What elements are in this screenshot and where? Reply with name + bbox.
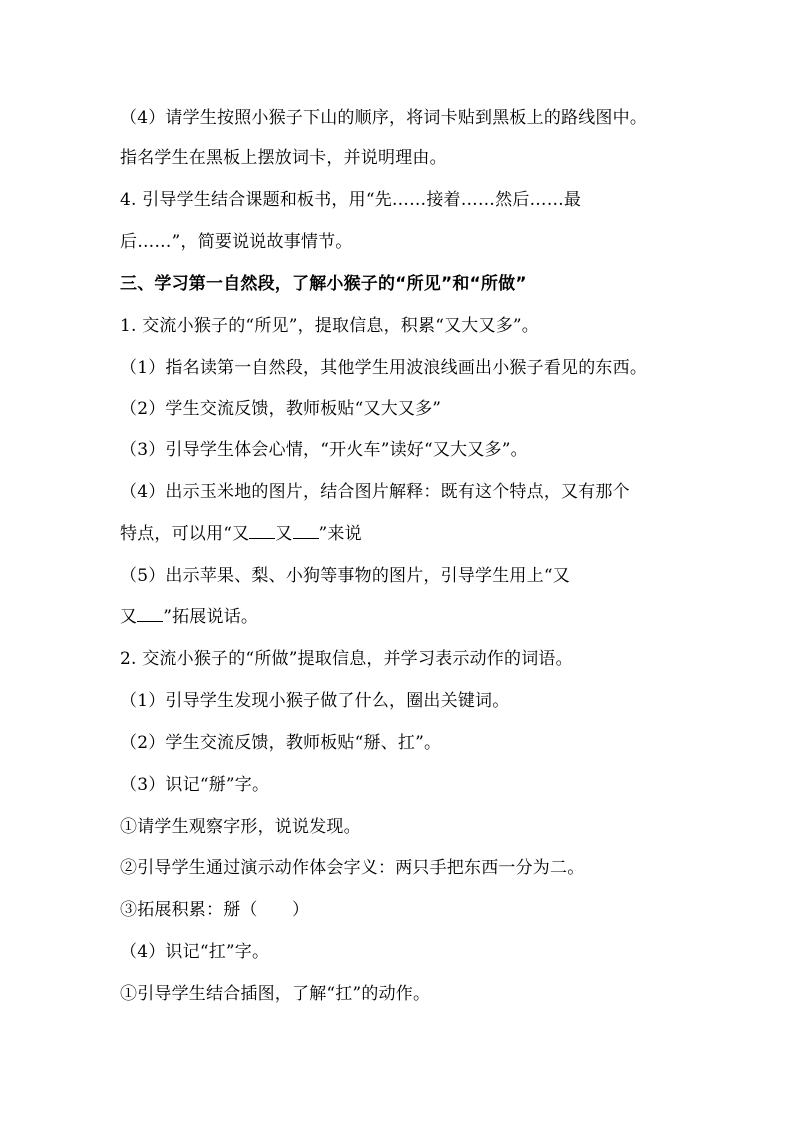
fill-in-middle: 又 xyxy=(275,524,293,544)
paragraph-line: 指名学生在黑板上摆放词卡，并说明理由。 xyxy=(120,148,447,168)
paragraph-line: 2. 交流小猴子的“所做”提取信息，并学习表示动作的词语。 xyxy=(120,649,573,669)
blank-underline xyxy=(137,605,163,622)
paragraph-line: 4. 引导学生结合课题和板书，用“先……接着……然后……最 xyxy=(120,190,582,210)
paragraph-line: （4）出示玉米地的图片，结合图片解释：既有这个特点，又有那个 xyxy=(120,482,630,502)
paragraph-line: （2）学生交流反馈，教师板贴“又大又多” xyxy=(120,399,442,419)
paragraph-line: 1. 交流小猴子的“所见”，提取信息，积累“又大又多”。 xyxy=(120,316,539,336)
fill-in-prefix: 又 xyxy=(120,607,138,627)
paragraph-line: （1）引导学生发现小猴子做了什么，圈出关键词。 xyxy=(120,691,510,711)
paragraph-line: ③拓展积累：掰（ ） xyxy=(120,900,310,920)
section-heading: 三、学习第一自然段，了解小猴子的“所见”和“所做” xyxy=(120,274,527,294)
fill-in-prefix: 特点，可以用“又 xyxy=(120,524,250,544)
paragraph-line: ②引导学生通过演示动作体会字义：两只手把东西一分为二。 xyxy=(120,858,585,878)
paragraph-line: （4）识记“扛”字。 xyxy=(120,942,270,962)
fill-in-suffix: ”拓展说话。 xyxy=(163,607,259,627)
paragraph-line: ①引导学生结合插图，了解“扛”的动作。 xyxy=(120,984,431,1004)
paragraph-line: （3）识记“掰”字。 xyxy=(120,775,270,795)
paragraph-line: （3）引导学生体会心情，“开火车”读好“又大又多”。 xyxy=(120,440,528,460)
paragraph-line: （4）请学生按照小猴子下山的顺序，将词卡贴到黑板上的路线图中。 xyxy=(120,108,648,128)
fill-in-suffix: ”来说 xyxy=(318,524,362,544)
paragraph-line: 后……”，简要说说故事情节。 xyxy=(120,232,353,252)
fill-in-line xyxy=(120,522,680,546)
paragraph-line: （2）学生交流反馈，教师板贴“掰、扛”。 xyxy=(120,733,442,753)
fill-in-line xyxy=(120,605,680,629)
paragraph-line: ①请学生观察字形，说说发现。 xyxy=(120,817,361,837)
paragraph-line: （1）指名读第一自然段，其他学生用波浪线画出小猴子看见的东西。 xyxy=(120,358,648,378)
paragraph-line: （5）出示苹果、梨、小狗等事物的图片，引导学生用上“又 xyxy=(120,566,570,586)
blank-underline xyxy=(293,522,319,539)
blank-underline xyxy=(249,522,275,539)
